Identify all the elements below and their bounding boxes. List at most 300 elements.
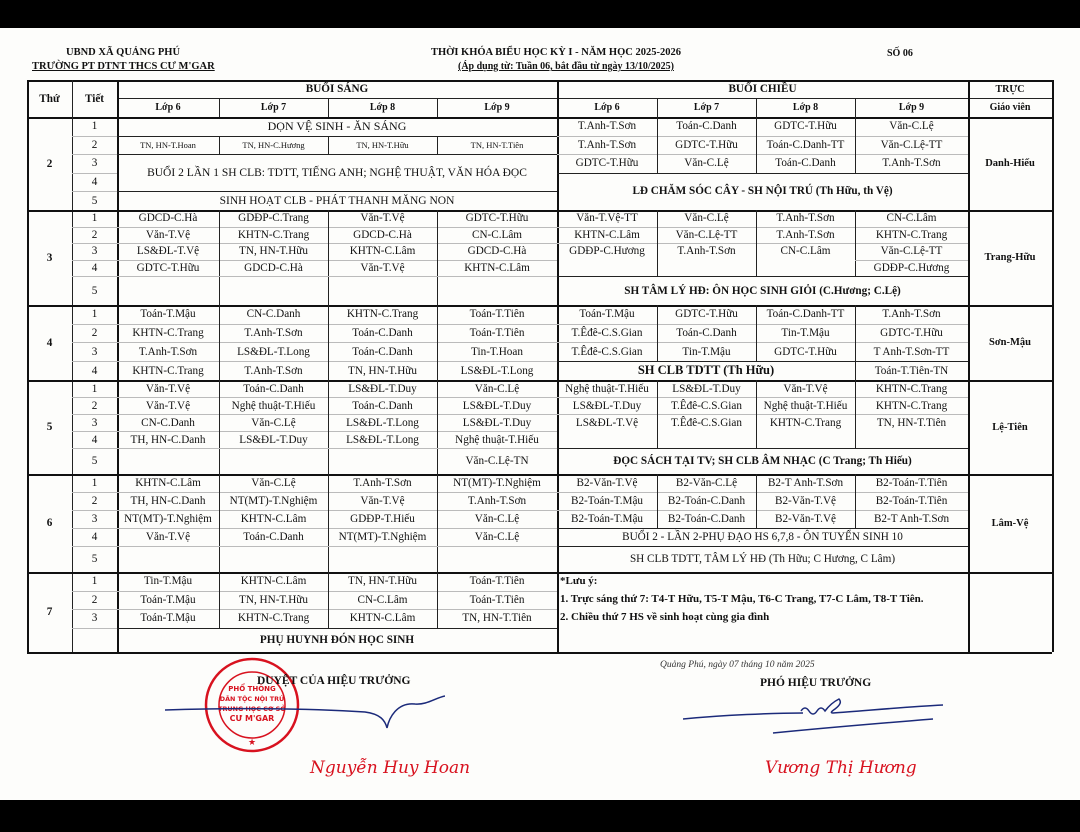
schedule-cell: TN, HN-T.Hữu (348, 364, 417, 377)
schedule-cell: T.Êđê-C.S.Gian (571, 327, 643, 340)
grid-line (117, 98, 1052, 99)
grid-line (72, 260, 117, 261)
schedule-cell: T.Anh-T.Sơn (882, 308, 941, 321)
period-number: 3 (91, 612, 98, 625)
grid-line (437, 98, 438, 117)
grid-line (72, 546, 117, 547)
day-number: 5 (46, 421, 53, 433)
grid-line (72, 342, 117, 343)
schedule-cell: Văn-C.Lệ (889, 120, 934, 133)
col-header-am-class: Lớp 9 (484, 102, 510, 113)
grid-line (219, 210, 220, 305)
col-header-giao-vien: Giáo viên (989, 102, 1031, 113)
grid-line (72, 173, 117, 174)
schedule-cell: TN, HN-T.Hữu (239, 593, 308, 606)
grid-line (72, 591, 117, 592)
schedule-cell: Tin-T.Mậu (143, 575, 193, 588)
schedule-cell: CN-C.Lâm (357, 593, 408, 606)
period-number: 1 (91, 308, 98, 321)
grid-line (855, 305, 856, 361)
schedule-cell: GDTC-T.Hữu (675, 138, 738, 151)
schedule-cell: Văn-C.Lệ (684, 212, 729, 225)
grid-line (557, 227, 968, 228)
schedule-cell: Toán-T.Mậu (140, 612, 196, 625)
schedule-cell: B2-Toán-T.Tiên (875, 495, 948, 507)
schedule-cell: T.Anh-T.Sơn (353, 477, 412, 489)
grid-line (72, 191, 117, 192)
grid-line (117, 510, 557, 511)
schedule-cell: Toán-T.Tiên (469, 327, 525, 340)
schedule-cell: Văn-C.Lệ-TT (880, 245, 943, 258)
schedule-cell: Toán-T.Tiên (469, 575, 525, 588)
schedule-cell: KHTN-C.Lâm (240, 513, 307, 525)
grid-line (72, 528, 117, 529)
schedule-cell: T.Anh-T.Sơn (882, 157, 941, 170)
grid-line (117, 260, 557, 261)
period-number: 2 (91, 327, 98, 340)
schedule-cell: B2-Văn-C.Lệ (675, 477, 738, 489)
schedule-cell: TN, HN-T.Hữu (239, 245, 308, 258)
grid-line (756, 98, 757, 117)
schedule-cell: NT(MT)-T.Nghiệm (124, 513, 212, 525)
grid-line (72, 492, 117, 493)
schedule-cell: Toán-T.Mậu (140, 593, 196, 606)
schedule-cell: KHTN-C.Trang (875, 399, 948, 412)
schedule-cell: TN, HN-T.Hữu (348, 575, 417, 588)
grid-line (855, 117, 856, 173)
grid-line (657, 474, 658, 528)
schedule-cell: B2-T Anh-T.Sơn (767, 477, 844, 489)
schedule-cell: GDTC-T.Hữu (880, 327, 943, 340)
schedule-cell: T.Anh-T.Sơn (776, 212, 835, 225)
period-number: 2 (91, 495, 98, 507)
grid-line (657, 117, 658, 173)
stamp-line-2: PHỔ THÔNG (228, 685, 276, 693)
schedule-cell: TH, HN-C.Danh (130, 495, 206, 507)
schedule-cell: GDTC-T.Hữu (774, 120, 837, 133)
schedule-cell: KHTN-C.Trang (875, 228, 948, 241)
schedule-cell: GDCD-C.Hà (138, 212, 198, 225)
grid-line (117, 342, 557, 343)
schedule-cell: CN-C.Lâm (886, 212, 937, 225)
period-number: 5 (91, 553, 98, 565)
grid-line (72, 154, 117, 155)
schedule-cell: T Anh-T.Sơn-TT (873, 345, 950, 358)
period-number: 1 (91, 575, 98, 588)
schedule-cell: B2-Văn-T.Vệ (775, 495, 836, 507)
schedule-cell: KHTN-C.Lâm (349, 612, 416, 625)
schedule-cell: Văn-C.Lệ-TN (465, 455, 529, 467)
schedule-cell: T.Anh-T.Sơn (577, 120, 637, 133)
principal-title: DUYỆT CỦA HIỆU TRƯỞNG (257, 675, 411, 687)
col-header-pm-class: Lớp 8 (792, 102, 819, 113)
grid-line (117, 609, 557, 610)
grid-line (756, 210, 757, 276)
schedule-cell: LS&ĐL-T.Duy (462, 416, 532, 429)
schedule-cell: KHTN-C.Trang (132, 364, 204, 377)
col-header-pm-class: Lớp 9 (898, 102, 925, 113)
day-number: 4 (46, 336, 53, 349)
schedule-cell: KHTN-C.Lâm (240, 575, 307, 588)
schedule-cell: KHTN-C.Trang (237, 228, 310, 241)
schedule-cell: Văn-T.Vệ (145, 228, 191, 241)
notes-title: *Lưu ý: (560, 575, 598, 587)
col-header-truc: TRỰC (995, 83, 1025, 95)
col-header-tiet: Tiết (84, 92, 105, 105)
doc-subtitle: (Áp dụng từ: Tuần 06, bắt đầu từ ngày 13/10/2025) (458, 61, 674, 72)
schedule-cell: CN-C.Danh (246, 308, 301, 321)
schedule-cell: Nghệ thuật-T.Hiếu (565, 382, 649, 395)
day-number: 2 (46, 157, 53, 170)
timetable (27, 80, 1052, 652)
schedule-cell: GDTC-T.Hữu (136, 262, 200, 275)
grid-line (72, 431, 117, 432)
schedule-cell: LS&ĐL-T.Duy (462, 399, 532, 412)
schedule-cell: GDTC-T.Hữu (575, 157, 639, 170)
doc-number: SỐ 06 (887, 48, 913, 59)
notes-item: 1. Trực sáng thứ 7: T4-T Hữu, T5-T Mậu, T6-C Trang, T7-C Lâm, T8-T Tiên. (560, 593, 924, 605)
grid-line (328, 210, 329, 305)
grid-line (72, 136, 117, 137)
schedule-cell: GDCD-C.Hà (353, 228, 412, 241)
schedule-cell: LS&ĐL-T.Duy (672, 382, 741, 395)
grid-line (117, 591, 557, 592)
duty-teachers: Danh-Hiếu (985, 158, 1035, 169)
schedule-cell: B2-Toán-T.Mậu (570, 513, 644, 525)
period-number: 3 (91, 416, 98, 429)
schedule-cell: Văn-C.Lệ-TT (880, 138, 943, 151)
grid-line (557, 510, 968, 511)
schedule-cell: KHTN-C.Lâm (574, 228, 640, 241)
schedule-cell: NT(MT)-T.Nghiệm (229, 495, 318, 507)
schedule-cell: Văn-C.Lệ (251, 477, 296, 489)
schedule-cell: KHTN-C.Lâm (135, 477, 201, 489)
grid-line (328, 474, 329, 572)
grid-line (219, 380, 220, 474)
duty-teachers: Lệ-Tiên (992, 421, 1028, 433)
duty-teachers: Sơn-Mậu (989, 337, 1031, 348)
schedule-cell: Văn-T.Vệ (783, 382, 828, 395)
grid-line (27, 652, 1052, 654)
schedule-cell: T.Anh-T.Sơn (677, 245, 736, 258)
schedule-cell: Văn-T.Vệ (360, 495, 405, 507)
schedule-cell: LS&ĐL-T.Duy (348, 382, 417, 395)
grid-line (72, 227, 117, 228)
notes-box (560, 575, 924, 623)
schedule-cell: Văn-C.Lệ (474, 531, 520, 543)
vice-principal-name-signature: Vương Thị Hương (765, 758, 917, 778)
vice-principal-title: PHÓ HIỆU TRƯỞNG (760, 677, 872, 689)
schedule-cell: Văn-C.Lệ (474, 513, 520, 525)
schedule-cell: Toán-T.Mậu (140, 308, 196, 321)
schedule-cell: LS&ĐL-T.Vệ (575, 416, 639, 429)
schedule-cell: GDTC-T.Hữu (774, 345, 837, 358)
schedule-cell: Văn-C.Lệ-TT (675, 228, 738, 241)
principal-name-signature: Nguyễn Huy Hoan (310, 758, 471, 778)
grid-line (1052, 80, 1054, 652)
schedule-cell: Toán-C.Danh (676, 120, 737, 133)
schedule-cell: KHTN-C.Trang (346, 308, 419, 321)
grid-line (117, 546, 557, 547)
schedule-cell: KHTN-C.Trang (769, 416, 842, 429)
col-header-thu: Thứ (39, 92, 60, 105)
schedule-cell: TN, HN-T.Hoan (140, 139, 196, 150)
schedule-cell: GDTC-T.Hữu (675, 308, 738, 321)
grid-line (219, 572, 220, 628)
grid-line (72, 414, 117, 415)
grid-line (328, 305, 329, 380)
col-header-am-class: Lớp 6 (155, 102, 181, 113)
schedule-cell: Toán-T.Mậu (579, 308, 635, 321)
schedule-cell: GDĐP-C.Trang (238, 212, 309, 225)
schedule-cell: Văn-C.Lệ (251, 416, 296, 429)
schedule-cell: GDCD-C.Hà (244, 262, 303, 275)
col-header-pm-class: Lớp 6 (594, 102, 620, 113)
schedule-cell: T.Êđê-C.S.Gian (671, 399, 742, 412)
schedule-cell: Tin-T.Mậu (682, 345, 731, 358)
grid-line (72, 324, 117, 325)
grid-line (437, 474, 438, 572)
schedule-cell: GDĐP-C.Hương (873, 262, 950, 275)
place-date: Quảng Phú, ngày 07 tháng 10 năm 2025 (660, 660, 815, 670)
grid-line (855, 260, 968, 261)
schedule-cell: KHTN-C.Trang (132, 327, 204, 340)
grid-line (117, 227, 557, 228)
schedule-cell: Toán-C.Danh (775, 157, 836, 170)
svg-text:★: ★ (247, 737, 257, 747)
schedule-cell: GDTC-T.Hữu (465, 212, 529, 225)
grid-line (27, 80, 1052, 82)
schedule-cell: T.Anh-T.Sơn (244, 364, 303, 377)
afternoon-banner: ĐỌC SÁCH TẠI TV; SH CLB ÂM NHẠC (C Trang; Th Hiếu) (613, 455, 912, 467)
grid-line (657, 210, 658, 276)
schedule-cell: Toán-C.Danh-TT (766, 138, 845, 151)
grid-line (72, 361, 117, 362)
schedule-cell: Văn-T.Vệ (360, 212, 405, 225)
schedule-cell: B2-Toán-C.Danh (667, 495, 746, 507)
doc-title: THỜI KHÓA BIỂU HỌC KỲ I - NĂM HỌC 2025-2026 (431, 47, 681, 58)
principal-signature-stroke (165, 690, 445, 730)
morning-banner: PHỤ HUYNH ĐÓN HỌC SINH (259, 633, 415, 646)
afternoon-banner: SH CLB TDTT, TÂM LÝ HĐ (Th Hữu; C Hương, C Lâm) (629, 553, 896, 565)
org-line-2: TRƯỜNG PT DTNT THCS CƯ M'GAR (32, 61, 215, 72)
schedule-cell: Toán-T.Tiên-TN (874, 364, 949, 377)
grid-line (756, 117, 757, 173)
grid-line (219, 474, 220, 572)
schedule-cell: KHTN-C.Lâm (349, 245, 416, 258)
grid-line (756, 380, 757, 448)
schedule-cell: T.Anh-T.Sơn (467, 495, 527, 507)
schedule-cell: TN, HN-T.Hữu (356, 139, 409, 150)
morning-banner: BUỔI 2 LẦN 1 SH CLB: TDTT, TIẾNG ANH; NGHỆ THUẬT, VĂN HÓA ĐỌC (147, 166, 527, 179)
schedule-cell: B2-Văn-T.Vệ (576, 477, 638, 489)
stamp-line-4: TRUNG HỌC CƠ SỞ (218, 705, 286, 713)
grid-line (219, 305, 220, 380)
schedule-cell: Toán-C.Danh (243, 382, 304, 395)
period-number: 1 (91, 477, 98, 489)
period-number: 1 (91, 212, 98, 225)
schedule-cell: Tin-T.Hoan (471, 345, 523, 358)
col-header-pm-class: Lớp 7 (693, 102, 720, 113)
period-number: 3 (91, 345, 98, 358)
schedule-cell: NT(MT)-T.Nghiệm (338, 531, 427, 543)
schedule-cell: LS&ĐL-T.Vệ (136, 245, 200, 258)
schedule-cell: Văn-T.Vệ (360, 262, 405, 275)
day-number: 3 (46, 251, 53, 264)
grid-line (855, 98, 856, 117)
period-number: 3 (91, 157, 98, 170)
grid-line (328, 98, 329, 117)
schedule-cell: Toán-C.Danh (243, 531, 304, 543)
schedule-cell: B2-Toán-T.Mậu (570, 495, 644, 507)
grid-line (557, 342, 968, 343)
day-number: 7 (46, 606, 53, 618)
period-number: 4 (91, 531, 98, 543)
schedule-cell: Nghệ thuật-T.Hiếu (455, 433, 539, 446)
day-number: 6 (46, 517, 53, 529)
period-number: 2 (91, 399, 98, 412)
grid-line (437, 572, 438, 628)
afternoon-banner: SH TÂM LÝ HĐ: ÔN HỌC SINH GIỎI (C.Hương; C.Lệ) (624, 284, 901, 297)
afternoon-banner: SH CLB TDTT (Th Hữu) (637, 363, 775, 378)
schedule-cell: LS&ĐL-T.Long (346, 416, 419, 429)
grid-line (437, 210, 438, 305)
schedule-cell: KHTN-C.Lâm (464, 262, 530, 275)
col-header-morning: BUỔI SÁNG (305, 83, 369, 95)
grid-line (557, 136, 968, 137)
morning-banner: DỌN VỆ SINH - ĂN SÁNG (267, 118, 407, 133)
grid-line (557, 397, 968, 398)
vice-principal-signature-stroke (683, 693, 943, 735)
grid-line (756, 305, 757, 361)
grid-line (72, 243, 117, 244)
col-header-am-class: Lớp 8 (369, 102, 396, 113)
schedule-cell: LS&ĐL-T.Long (237, 345, 310, 358)
period-number: 3 (91, 245, 98, 258)
schedule-cell: CN-C.Danh (141, 416, 195, 429)
grid-line (72, 510, 117, 511)
stamp-line-5: CƯ M'GAR (229, 714, 275, 723)
grid-line (219, 98, 220, 117)
period-number: 5 (91, 284, 98, 297)
schedule-cell: Văn-T.Vệ-TT (576, 212, 638, 225)
schedule-cell: T.Anh-T.Sơn (776, 228, 835, 241)
grid-line (117, 397, 557, 398)
afternoon-banner: BUỔI 2 - LẦN 2-PHỤ ĐẠO HS 6,7,8 - ÔN TUYỂN SINH 10 (622, 531, 903, 543)
schedule-cell: Toán-C.Danh (352, 399, 413, 412)
grid-line (72, 397, 117, 398)
schedule-cell: TN, HN-C.Hương (242, 139, 305, 150)
schedule-cell: LS&ĐL-T.Duy (239, 433, 308, 446)
schedule-cell: Văn-C.Lệ (474, 382, 520, 395)
grid-line (328, 380, 329, 474)
schedule-cell: Toán-T.Tiên (469, 308, 525, 321)
grid-line (117, 324, 557, 325)
grid-line (328, 572, 329, 628)
schedule-cell: T.Anh-T.Sơn (138, 345, 198, 358)
grid-line (557, 492, 968, 493)
schedule-cell: B2-Toán-T.Tiên (875, 477, 948, 489)
schedule-cell: LS&ĐL-T.Long (460, 364, 534, 377)
period-number: 2 (91, 138, 98, 151)
grid-line (117, 243, 557, 244)
schedule-cell: T.Êđê-C.S.Gian (671, 416, 742, 429)
grid-line (657, 98, 658, 117)
period-number: 4 (91, 176, 98, 189)
schedule-cell: Văn-C.Lệ (684, 157, 729, 170)
schedule-cell: GDĐP-T.Hiếu (350, 513, 415, 525)
grid-line (117, 276, 557, 277)
duty-teachers: Lâm-Vệ (991, 517, 1029, 529)
schedule-cell: T.Anh-T.Sơn (244, 327, 303, 340)
grid-line (855, 474, 856, 528)
col-header-afternoon: BUỔI CHIỀU (728, 83, 797, 95)
period-number: 1 (91, 120, 98, 133)
schedule-cell: B2-Toán-C.Danh (667, 513, 746, 525)
schedule-cell: KHTN-C.Trang (875, 382, 948, 395)
grid-line (557, 324, 968, 325)
grid-line (72, 628, 117, 629)
schedule-cell: Tin-T.Mậu (781, 327, 830, 340)
schedule-cell: T.Anh-T.Sơn (577, 138, 637, 151)
period-number: 4 (91, 262, 98, 275)
period-number: 4 (91, 433, 98, 446)
grid-line (657, 305, 658, 361)
schedule-cell: Toán-T.Tiên (469, 593, 525, 606)
period-number: 3 (91, 513, 98, 525)
schedule-cell: KHTN-C.Trang (237, 612, 310, 625)
schedule-cell: TH, HN-C.Danh (130, 433, 206, 446)
col-header-am-class: Lớp 7 (260, 102, 287, 113)
schedule-cell: Văn-T.Vệ (145, 382, 191, 395)
duty-teachers: Trang-Hữu (984, 252, 1036, 263)
period-number: 2 (91, 593, 98, 606)
period-number: 5 (91, 455, 98, 467)
schedule-cell: Văn-T.Vệ (145, 531, 191, 543)
schedule-cell: LS&ĐL-T.Duy (572, 399, 642, 412)
schedule-cell: Toán-C.Danh (352, 345, 413, 358)
schedule-cell: Toán-C.Danh-TT (766, 308, 845, 321)
grid-line (756, 474, 757, 528)
schedule-cell: Nghệ thuật-T.Hiếu (231, 399, 316, 412)
morning-banner: SINH HOẠT CLB - PHÁT THANH MĂNG NON (219, 194, 455, 207)
grid-line (855, 380, 856, 448)
schedule-cell: CN-C.Lâm (780, 245, 831, 258)
afternoon-banner: LĐ CHĂM SÓC CÂY - SH NỘI TRÚ (Th Hữu, th Vệ) (632, 185, 893, 198)
grid-line (117, 414, 557, 415)
grid-line (72, 276, 117, 277)
schedule-cell: Văn-T.Vệ (145, 399, 191, 412)
grid-line (72, 609, 117, 610)
org-line-1: UBND XÃ QUẢNG PHÚ (66, 47, 181, 58)
schedule-cell: CN-C.Lâm (471, 228, 523, 241)
period-number: 1 (91, 382, 98, 395)
grid-line (437, 305, 438, 380)
schedule-cell: NT(MT)-T.Nghiệm (453, 477, 541, 489)
schedule-cell: B2-T Anh-T.Sơn (873, 513, 950, 525)
schedule-cell: TN, HN-T.Tiên (470, 139, 524, 150)
stamp-line-3: DÂN TỘC NỘI TRÚ (219, 695, 285, 703)
grid-line (72, 448, 117, 449)
notes-item: 2. Chiều thứ 7 HS về sinh hoạt cùng gia đình (560, 611, 770, 623)
schedule-cell: LS&ĐL-T.Long (346, 433, 419, 446)
grid-line (117, 361, 557, 362)
period-number: 4 (91, 364, 98, 377)
period-number: 2 (91, 228, 98, 241)
schedule-cell: TN, HN-T.Tiên (876, 416, 947, 429)
schedule-cell: Toán-C.Danh (352, 327, 413, 340)
grid-line (117, 431, 557, 432)
